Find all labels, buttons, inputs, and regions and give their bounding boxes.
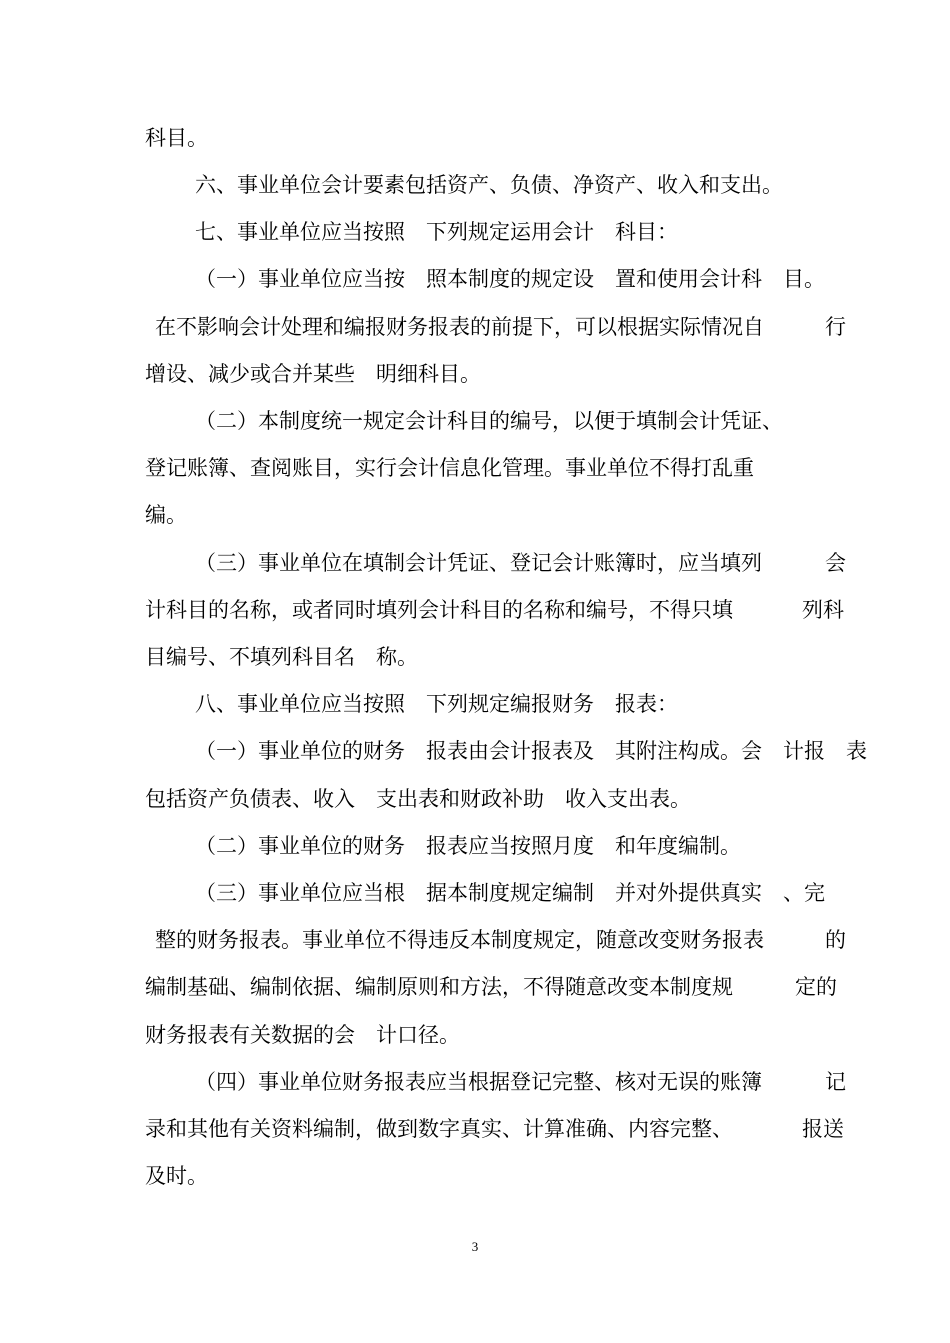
text-line: 编制基础、编制依据、编制原则和方法，不得随意改变本制度规 bbox=[145, 975, 733, 999]
text-line: 七、事业单位应当按照 下列规定运用会计 科目： bbox=[195, 220, 678, 244]
text-line: 报送 bbox=[802, 1117, 844, 1141]
text-line: 增设、减少或合并某些 明细科目。 bbox=[145, 362, 481, 386]
text-line: 六、事业单位会计要素包括资产、负债、净资产、收入和支出。 bbox=[195, 173, 783, 197]
text-line: 财务报表有关数据的会 计口径。 bbox=[145, 1023, 460, 1047]
text-line: 八、事业单位应当按照 下列规定编报财务 报表： bbox=[195, 692, 678, 716]
text-line: （一）事业单位应当按 照本制度的规定设 置和使用会计科 目。 bbox=[195, 267, 825, 291]
text-line: 科目。 bbox=[145, 126, 208, 150]
text-line: 登记账簿、查阅账目，实行会计信息化管理。事业单位不得打乱重 bbox=[145, 456, 754, 480]
text-line: （三）事业单位在填制会计凭证、登记会计账簿时，应当填列 bbox=[195, 551, 762, 575]
text-line: 的 bbox=[825, 928, 846, 952]
text-line: （二）事业单位的财务 报表应当按照月度 和年度编制。 bbox=[195, 834, 741, 858]
text-line: （二）本制度统一规定会计科目的编号，以便于填制会计凭证、 bbox=[195, 409, 783, 433]
text-line: 列科 bbox=[802, 598, 844, 622]
text-line: 定的 bbox=[795, 975, 837, 999]
text-line: （四）事业单位财务报表应当根据登记完整、核对无误的账簿 bbox=[195, 1070, 762, 1094]
text-line: 计科目的名称，或者同时填列会计科目的名称和编号，不得只填 bbox=[145, 598, 733, 622]
text-line: 行 bbox=[825, 315, 846, 339]
text-line: （三）事业单位应当根 据本制度规定编制 并对外提供真实 、完 bbox=[195, 881, 825, 905]
text-line: 包括资产负债表、收入 支出表和财政补助 收入支出表。 bbox=[145, 787, 691, 811]
text-line: 编。 bbox=[145, 503, 187, 527]
text-line: 及时。 bbox=[145, 1164, 208, 1188]
text-line: 整的财务报表。事业单位不得违反本制度规定，随意改变财务报表 bbox=[155, 928, 764, 952]
text-line: 会 bbox=[825, 551, 846, 575]
page-number: 3 bbox=[471, 1239, 479, 1254]
text-line: 目编号、不填列科目名 称。 bbox=[145, 645, 418, 669]
text-line: 在不影响会计处理和编报财务报表的前提下，可以根据实际情况自 bbox=[155, 315, 764, 339]
text-line: 记 bbox=[825, 1070, 846, 1094]
text-line: （一）事业单位的财务 报表由会计报表及 其附注构成。会 计报 表 bbox=[195, 739, 867, 763]
text-line: 录和其他有关资料编制，做到数字真实、计算准确、内容完整、 bbox=[145, 1117, 733, 1141]
